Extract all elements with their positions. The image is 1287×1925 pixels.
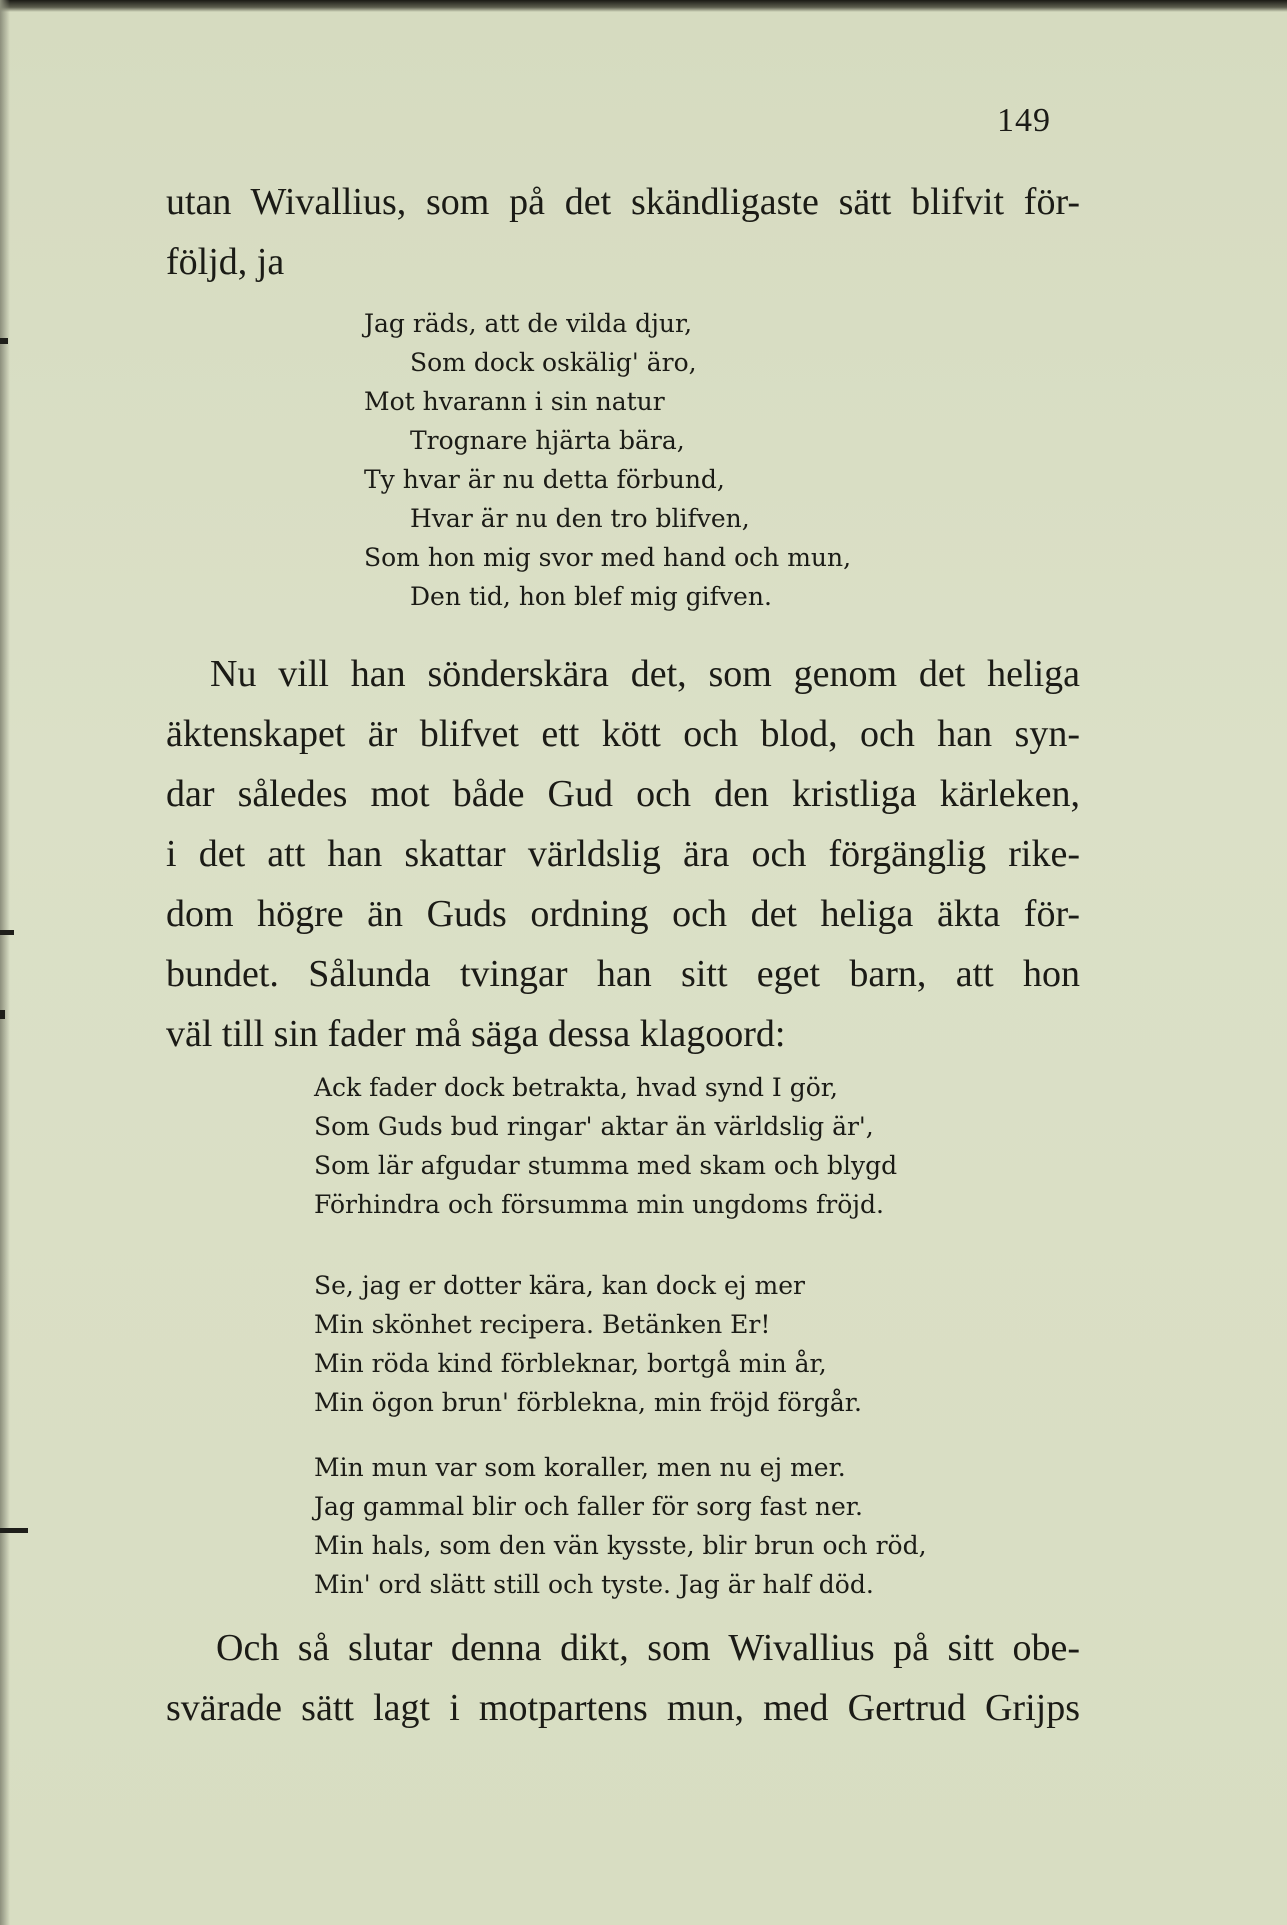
text-line: äktenskapet är blifvet ett kött och blod, och han syn-: [166, 713, 1080, 755]
text-line: Och så slutar denna dikt, som Wivallius på sitt obe-: [216, 1627, 1080, 1669]
text-line: dar således mot både Gud och den kristliga kärleken,: [166, 773, 1080, 815]
stanza-1: [314, 1068, 897, 1224]
verse-line: Min röda kind förbleknar, bortgå min år,: [314, 1349, 827, 1378]
verse-line: Ty hvar är nu detta förbund,: [364, 465, 725, 494]
text-line: svärade sätt lagt i motpartens mun, med Gertrud Grijps: [166, 1687, 1080, 1729]
verse-line: Min skönhet recipera. Betänken Er!: [314, 1310, 771, 1339]
stanza-2: [314, 1266, 862, 1422]
verse-line: Min ögon brun' förblekna, min fröjd förgår.: [314, 1388, 862, 1417]
verse-line: Jag gammal blir och faller för sorg fast ner.: [314, 1492, 863, 1521]
edge-mark-3: [0, 1010, 5, 1019]
verse-line: Ack fader dock betrakta, hvad synd I gör,: [314, 1073, 838, 1102]
verse-line: Den tid, hon blef mig gifven.: [410, 582, 772, 611]
page-number: 149: [997, 102, 1051, 139]
verse-line: Hvar är nu den tro blifven,: [410, 504, 750, 533]
verse-line: Se, jag er dotter kära, kan dock ej mer: [314, 1271, 805, 1300]
left-edge-shadow: [0, 0, 10, 1925]
paragraph-1: [166, 172, 1080, 292]
top-edge-shadow: [0, 0, 1287, 12]
verse-line: Jag räds, att de vilda djur,: [364, 309, 693, 338]
verse-line: Min' ord slätt still och tyste. Jag är half död.: [314, 1570, 874, 1599]
verse-line: Min hals, som den vän kysste, blir brun och röd,: [314, 1531, 927, 1560]
verse-line: Trognare hjärta bära,: [410, 426, 685, 455]
verse-line: Som hon mig svor med hand och mun,: [364, 543, 852, 572]
verse-line: Som lär afgudar stumma med skam och blygd: [314, 1151, 898, 1180]
text-line: bundet. Sålunda tvingar han sitt eget barn, att hon: [166, 953, 1080, 995]
edge-mark-1: [0, 338, 8, 344]
verse-line: Som dock oskälig' äro,: [410, 348, 697, 377]
verse-line: Som Guds bud ringar' aktar än världslig är',: [314, 1112, 874, 1141]
edge-mark-4: [0, 1528, 28, 1533]
poem-1: [364, 304, 851, 616]
stanza-3: [314, 1448, 927, 1604]
text-line: följd, ja: [166, 241, 285, 283]
edge-mark-2: [0, 930, 14, 935]
text-line: väl till sin fader må säga dessa klagoord:: [166, 1013, 786, 1055]
text-line: dom högre än Guds ordning och det heliga äkta för-: [166, 893, 1080, 935]
verse-line: Mot hvarann i sin natur: [364, 387, 665, 416]
paragraph-2: [166, 644, 1080, 1064]
verse-line: Min mun var som koraller, men nu ej mer.: [314, 1453, 846, 1482]
verse-line: Förhindra och försumma min ungdoms fröjd.: [314, 1190, 884, 1219]
text-line: utan Wivallius, som på det skändligaste sätt blifvit för-: [166, 181, 1080, 223]
text-line: i det att han skattar världslig ära och förgänglig rike-: [166, 833, 1080, 875]
paragraph-3: [166, 1618, 1080, 1738]
text-line: Nu vill han sönderskära det, som genom det heliga: [210, 653, 1080, 695]
